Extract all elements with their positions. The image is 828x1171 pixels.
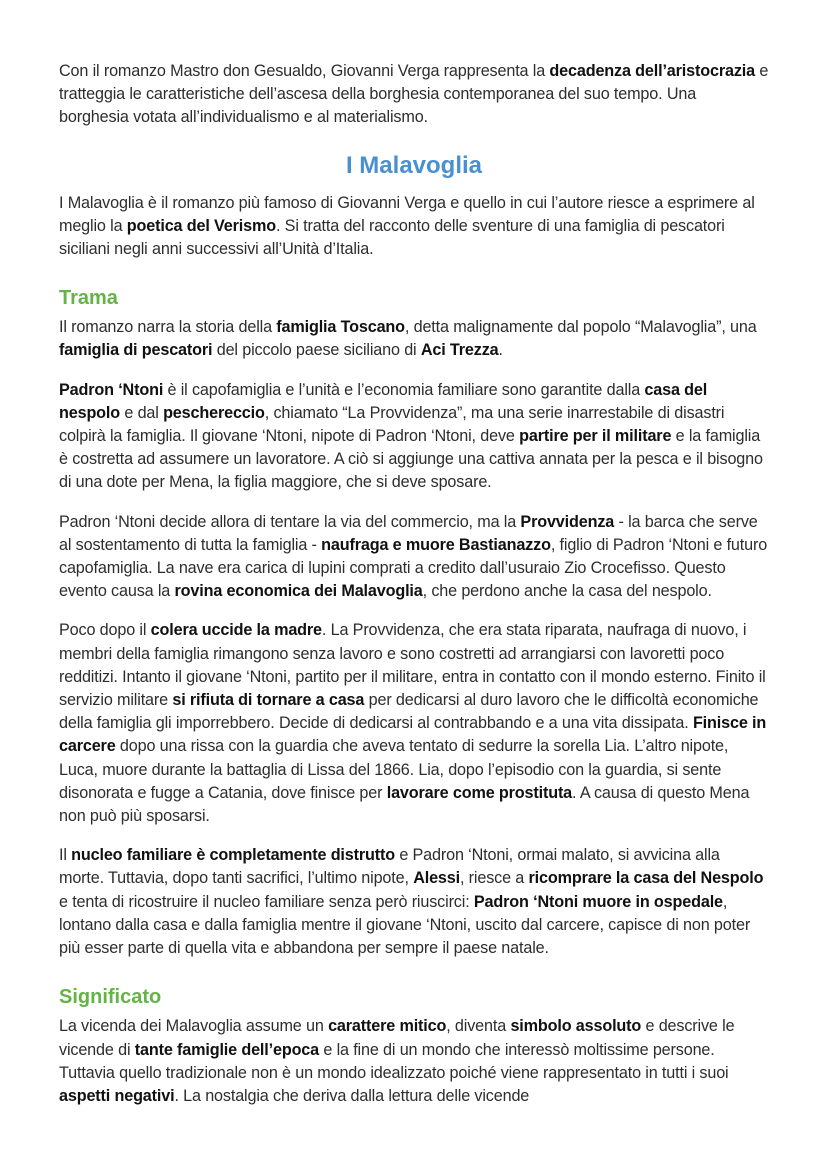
text-run: è il capofamiglia e l’unità e l’economia familiare sono garantite dalla bbox=[163, 380, 645, 399]
text-run: Il bbox=[59, 846, 72, 865]
bold-text-run: si rifiuta di tornare a casa bbox=[172, 691, 365, 710]
text-run: . A causa di questo Mena non può più sposarsi. bbox=[59, 783, 750, 826]
text-run: e dal bbox=[120, 403, 164, 422]
trama-paragraph-5 bbox=[59, 844, 769, 960]
bold-text-run: tante famiglie dell’epoca bbox=[134, 1040, 320, 1059]
bold-text-run: rovina economica dei Malavoglia bbox=[174, 582, 423, 601]
text-run: . Si tratta del racconto delle sventure di una famiglia di pescatori siciliani negli anni successivi all’Unità d’Italia. bbox=[59, 216, 725, 259]
bold-text-run: casa del nespolo bbox=[59, 380, 708, 422]
bold-text-run: lavorare come prostituta bbox=[386, 783, 573, 802]
text-run: dopo una rissa con la guardia che aveva tentato di sedurre la sorella Lia. L’altro nipote, Luca, muore durante la battaglia di Lissa del 1866. Lia, dopo l’episodio con la guardia, si sente disonorata e fugge a Catania, dove finisce per bbox=[59, 737, 729, 802]
trama-paragraph-2 bbox=[59, 379, 769, 495]
text-run: , riesce a bbox=[459, 869, 529, 888]
bold-text-run: simbolo assoluto bbox=[510, 1017, 642, 1036]
text-run: del piccolo paese siciliano di bbox=[212, 341, 421, 360]
text-run: . La Provvidenza, che era stata riparata, naufraga di nuovo, i membri della famiglia rimangono senza lavoro e sono costretti ad arrangiarsi con lavoretti poco redditizi. Intanto il giovane ‘Ntoni, partito per il militare, entra in contatto con il mondo esterno. Finito il servizio militare bbox=[59, 621, 766, 710]
bold-text-run: Alessi bbox=[413, 869, 460, 888]
trama-paragraph-1 bbox=[59, 316, 769, 362]
page-title: I Malavoglia bbox=[345, 151, 483, 179]
text-run: e la famiglia è costretta ad assumere un lavoratore. A ciò si aggiunge una cattiva annata per la pesca e il bisogno di una dote per Mena, la figlia maggiore, che si deve sposare. bbox=[59, 427, 763, 492]
bold-text-run: partire per il militare bbox=[519, 427, 672, 446]
bold-text-run: Provvidenza bbox=[520, 512, 615, 531]
text-run: , lontano dalla casa e dalla famiglia mentre il giovane ‘Ntoni, uscito dal carcere, capisce di non poter più esser parte di quella vita e abbandona per sempre il paese natale. bbox=[59, 892, 751, 958]
text-run: Padron ‘Ntoni decide allora di tentare la via del commercio, ma la bbox=[59, 512, 521, 531]
bold-text-run: Padron ‘Ntoni muore in ospedale bbox=[473, 892, 723, 911]
bold-text-run: nucleo familiare è completamente distrutto bbox=[71, 846, 395, 865]
significato-heading: Significato bbox=[59, 986, 162, 1009]
trama-paragraph-3 bbox=[59, 511, 769, 604]
bold-text-run: Finisce in carcere bbox=[59, 714, 767, 756]
text-run: . bbox=[498, 341, 503, 360]
text-run: Il romanzo narra la storia della bbox=[59, 318, 277, 337]
bold-text-run: aspetti negativi bbox=[59, 1086, 175, 1105]
text-run: e tenta di ricostruire il nucleo familiare senza però riuscirci: bbox=[59, 892, 474, 911]
bold-text-run: Aci Trezza bbox=[420, 341, 499, 360]
bold-text-run: decadenza dell’aristocrazia bbox=[549, 62, 755, 80]
bold-text-run: peschereccio bbox=[163, 403, 265, 422]
text-run: , figlio di Padron ‘Ntoni e futuro capofamiglia. La nave era carica di lupini comprati a credito dall’usuraio Zio Crocefisso. Questo evento causa la bbox=[59, 535, 768, 601]
bold-text-run: carattere mitico bbox=[328, 1017, 447, 1036]
bold-text-run: naufraga e muore Bastianazzo bbox=[321, 535, 551, 554]
significato-paragraph-1 bbox=[59, 1015, 769, 1108]
text-run: , diventa bbox=[446, 1017, 511, 1036]
malavoglia-intro-paragraph bbox=[59, 192, 769, 262]
text-run: . La nostalgia che deriva dalla lettura delle vicende bbox=[174, 1086, 530, 1105]
intro-paragraph bbox=[59, 60, 769, 130]
trama-heading: Trama bbox=[59, 287, 118, 310]
text-run: e la fine di un mondo che interessò moltissime persone. Tuttavia quello tradizionale non è un mondo idealizzato poiché viene rappresentato in tutti i suoi bbox=[59, 1040, 729, 1082]
text-run: e Padron ‘Ntoni, ormai malato, si avvicina alla morte. Tuttavia, dopo tanti sacrifici, l’ultimo nipote, bbox=[59, 846, 720, 888]
bold-text-run: ricomprare la casa del Nespolo bbox=[528, 869, 764, 888]
text-run: Con il romanzo Mastro don Gesualdo, Giovanni Verga rappresenta la bbox=[59, 62, 550, 80]
bold-text-run: Padron ‘Ntoni bbox=[59, 380, 164, 399]
text-run: I Malavoglia è il romanzo più famoso di Giovanni Verga e quello in cui l’autore riesce a esprimere al meglio la bbox=[59, 193, 755, 235]
text-run: , detta malignamente dal popolo “Malavoglia”, una bbox=[404, 318, 757, 337]
text-run: La vicenda dei Malavoglia assume un bbox=[59, 1017, 329, 1036]
text-run: e descrive le vicende di bbox=[59, 1017, 735, 1059]
bold-text-run: colera uccide la madre bbox=[150, 621, 322, 640]
bold-text-run: famiglia Toscano bbox=[276, 318, 405, 337]
bold-text-run: famiglia di pescatori bbox=[59, 341, 213, 360]
text-run: e tratteggia le caratteristiche dell’ascesa della borghesia contemporanea del suo tempo. Una borghesia votata all’individualismo e al materialismo. bbox=[59, 62, 769, 127]
trama-paragraph-4 bbox=[59, 619, 769, 828]
text-run: , che perdono anche la casa del nespolo. bbox=[422, 582, 712, 601]
text-run: , chiamato “La Provvidenza”, ma una serie inarrestabile di disastri colpirà la famiglia. Il giovane ‘Ntoni, nipote di Padron ‘Ntoni, deve bbox=[59, 403, 725, 446]
text-run: per dedicarsi al duro lavoro che le difficoltà economiche della famiglia gli imporrebbero. Decide di dedicarsi al contrabbando e a una vita dissipata. bbox=[59, 691, 759, 733]
bold-text-run: poetica del Verismo bbox=[126, 216, 276, 235]
text-run: - la barca che serve al sostentamento di tutta la famiglia - bbox=[59, 512, 758, 554]
text-run: Poco dopo il bbox=[59, 621, 151, 640]
